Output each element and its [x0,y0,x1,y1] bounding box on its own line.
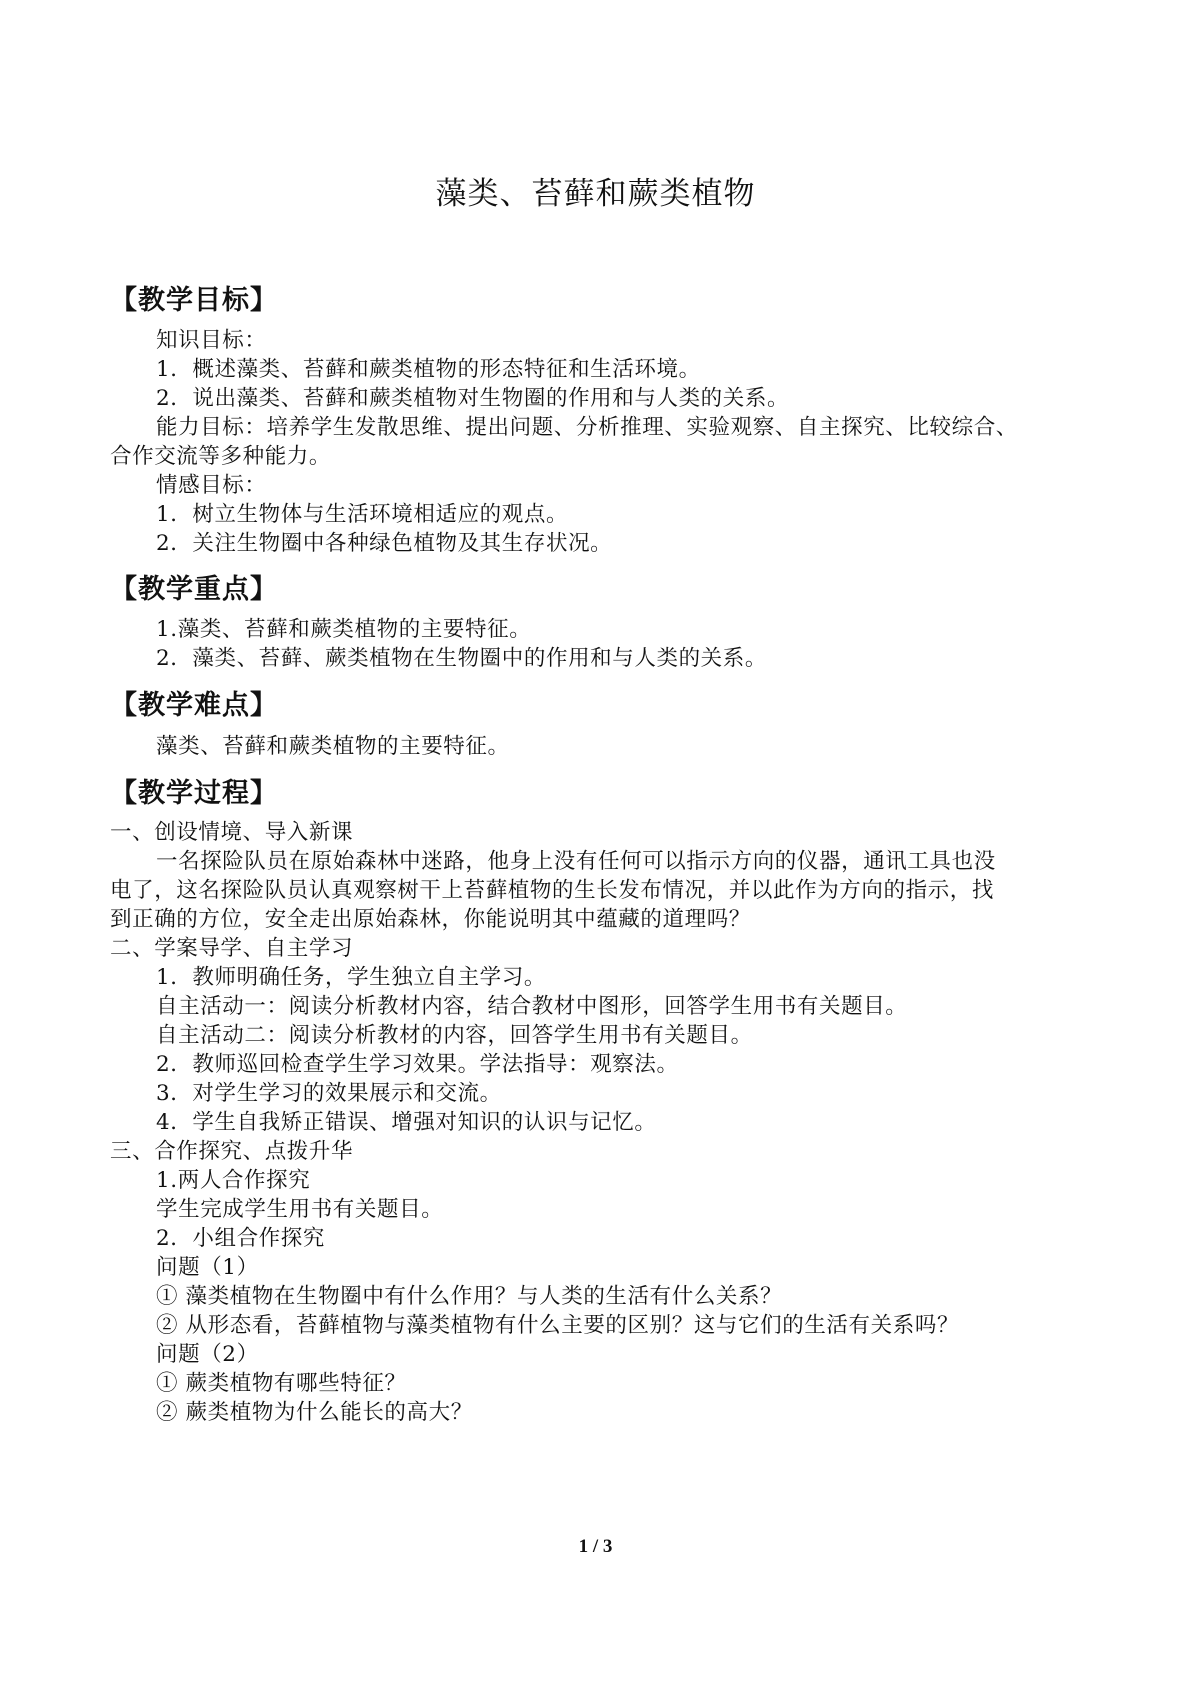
ability-goal-line: 合作交流等多种能力。 [110,444,332,469]
knowledge-goal-item: 1．概述藻类、苔藓和蕨类植物的形态特征和生活环境。 [156,357,701,382]
section-heading-difficulty: 【教学难点】 [110,690,278,721]
section-heading-key-points: 【教学重点】 [110,574,278,605]
process-item: 4．学生自我矫正错误、增强对知识的认识与记忆。 [156,1110,657,1135]
process-item: 自主活动一：阅读分析教材内容，结合教材中图形，回答学生用书有关题目。 [156,994,908,1019]
key-point-item: 1.藻类、苔藓和蕨类植物的主要特征。 [156,617,532,642]
question-label: 问题（1） [156,1255,259,1280]
question-item: ① 藻类植物在生物圈中有什么作用？与人类的生活有什么关系？ [156,1284,783,1309]
process-item: 2．教师巡回检查学生学习效果。学法指导：观察法。 [156,1052,679,1077]
difficulty-item: 藻类、苔藓和蕨类植物的主要特征。 [156,734,510,759]
process-step-title: 一、创设情境、导入新课 [110,820,354,845]
section-heading-goals: 【教学目标】 [110,285,278,316]
process-item: 自主活动二：阅读分析教材的内容，回答学生用书有关题目。 [156,1023,753,1048]
process-item: 1.两人合作探究 [156,1168,311,1193]
process-item: 2．小组合作探究 [156,1226,325,1251]
ability-goal-line: 能力目标：培养学生发散思维、提出问题、分析推理、实验观察、自主探究、比较综合、 [156,415,1018,440]
key-point-item: 2．藻类、苔藓、蕨类植物在生物圈中的作用和与人类的关系。 [156,646,767,671]
question-item: ① 蕨类植物有哪些特征？ [156,1371,407,1396]
question-item: ② 从形态看，苔藓植物与藻类植物有什么主要的区别？这与它们的生活有关系吗？ [156,1313,960,1338]
process-step-title: 二、学案导学、自主学习 [110,936,354,961]
paragraph-line: 到正确的方位，安全走出原始森林，你能说明其中蕴藏的道理吗？ [110,907,751,932]
page-number: 1 / 3 [578,1536,613,1557]
paragraph-line: 一名探险队员在原始森林中迷路，他身上没有任何可以指示方向的仪器，通讯工具也没 [156,849,996,874]
process-item: 学生完成学生用书有关题目。 [156,1197,444,1222]
knowledge-goal-item: 2．说出藻类、苔藓和蕨类植物对生物圈的作用和与人类的关系。 [156,386,790,411]
emotion-goal-item: 1．树立生物体与生活环境相适应的观点。 [156,502,569,527]
emotion-goal-item: 2．关注生物圈中各种绿色植物及其生存状况。 [156,531,613,556]
process-item: 1．教师明确任务，学生独立自主学习。 [156,965,546,990]
process-step-title: 三、合作探究、点拨升华 [110,1139,354,1164]
knowledge-goal-label: 知识目标： [156,328,267,353]
question-item: ② 蕨类植物为什么能长的高大？ [156,1400,473,1425]
question-label: 问题（2） [156,1342,259,1367]
page-title: 藻类、苔藓和蕨类植物 [435,176,756,212]
emotion-goal-label: 情感目标： [156,473,267,498]
process-item: 3．对学生学习的效果展示和交流。 [156,1081,502,1106]
paragraph-line: 电了，这名探险队员认真观察树干上苔藓植物的生长发布情况，并以此作为方向的指示，找 [110,878,995,903]
section-heading-process: 【教学过程】 [110,778,278,809]
